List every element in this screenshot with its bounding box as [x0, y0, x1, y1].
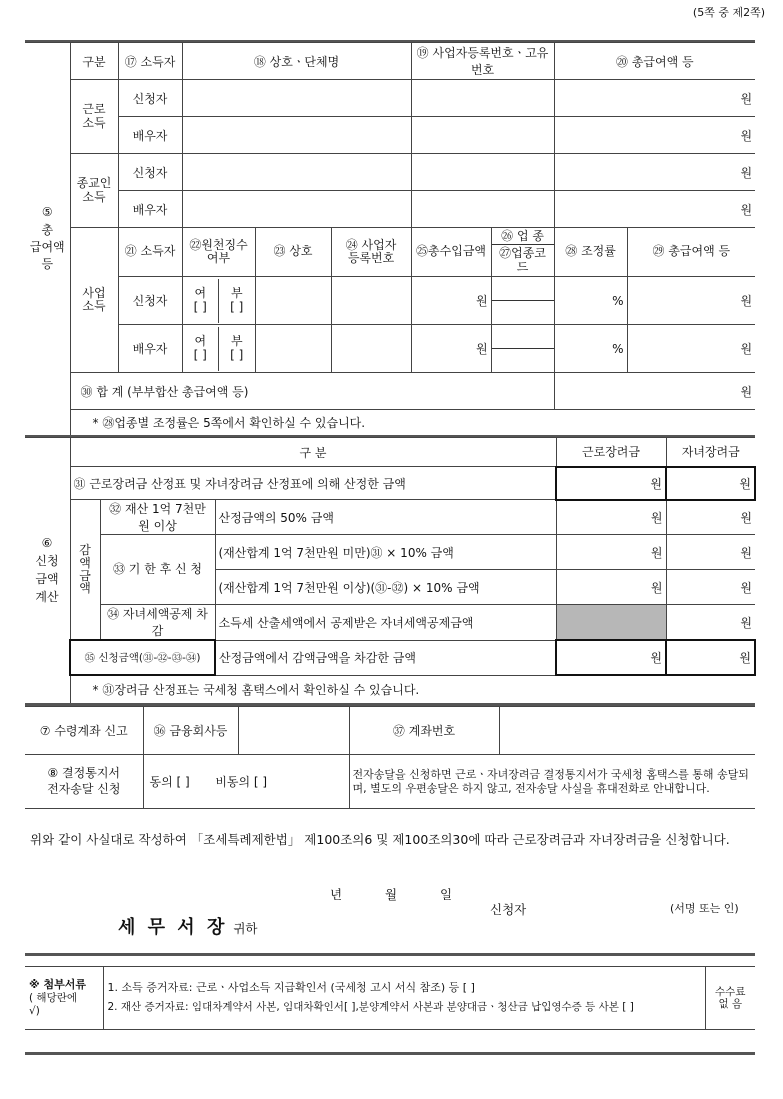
religious-spouse-amount-field[interactable]: 원 [554, 191, 755, 228]
labor-applicant-reg-field[interactable] [411, 80, 554, 117]
business-applicant-industry-field[interactable] [491, 277, 554, 325]
date-day[interactable]: 일 [440, 887, 453, 902]
row-33-desc-over: (재산합계 1억 7천만원 이상)(㉛-㉜) × 10% 금액 [215, 570, 556, 605]
row-33a-labor-field[interactable]: 원 [556, 535, 666, 570]
row-33-desc-under: (재산합계 1억 7천만원 미만)㉛ × 10% 금액 [215, 535, 556, 570]
row-35-child-field[interactable]: 원 [666, 640, 755, 675]
attachments-title: ※ 첨부서류 [29, 978, 87, 991]
labor-applicant-amount-field[interactable]: 원 [554, 80, 755, 117]
business-applicant-name-field[interactable] [255, 277, 331, 325]
religious-applicant-label: 신청자 [118, 154, 182, 191]
labor-applicant-name-field[interactable] [182, 80, 411, 117]
account-number-field[interactable] [499, 707, 755, 755]
section-6-note: * ㉛장려금 산정표는 국세청 홈택스에서 확인하실 수 있습니다. [70, 675, 755, 703]
calc-header-labor: 근로장려금 [556, 438, 666, 467]
spouse-withholding-yes-checkbox[interactable]: 여 [ ] [183, 327, 219, 371]
account-number-label: ㊲ 계좌번호 [349, 707, 499, 755]
bank-label: ㊱ 금융회사등 [143, 707, 238, 755]
tax-office-name: 세 무 서 장 [118, 917, 228, 938]
business-applicant-amount-field[interactable]: 원 [627, 277, 755, 325]
applicant-withholding-no-checkbox[interactable]: 부 [ ] [230, 286, 244, 314]
section-5-total-pay [25, 42, 755, 436]
section-5-note: * ㉘업종별 조정률은 5쪽에서 확인하실 수 있습니다. [70, 410, 755, 436]
business-applicant-revenue-field[interactable]: 원 [411, 277, 491, 325]
business-spouse-name-field[interactable] [255, 325, 331, 373]
declaration-text: 위와 같이 사실대로 작성하여 「조세특례제한법」 제100조의6 및 제100조의30에 따라 근로장려금과 자녀장려금을 신청합니다. [30, 832, 730, 847]
row-34-child-field[interactable]: 원 [666, 605, 755, 641]
applicant-label: 신청자 [490, 902, 527, 917]
attachment-item-income[interactable]: 1. 소득 증거자료: 근로ㆍ사업소득 지급확인서 (국세청 고시 서식 참조) 등 [ ] [107, 980, 475, 994]
header-28-adjust-rate: ㉘ 조정률 [554, 228, 627, 277]
signature-field[interactable]: (서명 또는 인) [670, 902, 739, 915]
total-label: ㉚ 합 계 (부부합산 총급여액 등) [70, 373, 554, 410]
religious-spouse-reg-field[interactable] [411, 191, 554, 228]
account-report-label: ⑦ 수령계좌 신고 [25, 707, 143, 755]
row-35-desc: 산정금액에서 감액금액을 차감한 금액 [215, 640, 556, 675]
business-spouse-amount-field[interactable]: 원 [627, 325, 755, 373]
business-spouse-rate-field[interactable]: % [554, 325, 627, 373]
header-24-reg-number: ㉔ 사업자 등록번호 [331, 228, 411, 277]
business-spouse-industry-field[interactable] [491, 325, 554, 373]
applicant-withholding-yes-checkbox[interactable]: 여 [ ] [183, 279, 219, 323]
business-spouse-reg-field[interactable] [331, 325, 411, 373]
header-29-total-pay: ㉙ 총급여액 등 [627, 228, 755, 277]
spouse-withholding-no-checkbox[interactable]: 부 [ ] [230, 334, 244, 362]
section-6-amount-calc [25, 437, 756, 704]
divider-attach-top [25, 953, 755, 956]
labor-income-label: 근로 소득 [70, 80, 118, 154]
header-22-withholding: ㉒원천징수 여부 [182, 228, 255, 277]
row-32-child-field[interactable]: 원 [666, 500, 755, 535]
page-number: (5쪽 중 제2쪽) [692, 6, 765, 19]
row-32-desc: 산정금액의 50% 금액 [215, 500, 556, 535]
attachments-table [25, 966, 755, 1030]
row-33b-child-field[interactable]: 원 [666, 570, 755, 605]
religious-applicant-reg-field[interactable] [411, 154, 554, 191]
header-21-earner: ㉑ 소득자 [118, 228, 182, 277]
section-5-label: ⑤ 총 급여액 등 [25, 43, 70, 436]
religious-spouse-name-field[interactable] [182, 191, 411, 228]
labor-spouse-reg-field[interactable] [411, 117, 554, 154]
bottom-border [25, 1052, 755, 1055]
business-applicant-rate-field[interactable]: % [554, 277, 627, 325]
religious-spouse-label: 배우자 [118, 191, 182, 228]
religious-applicant-amount-field[interactable]: 원 [554, 154, 755, 191]
total-amount-field[interactable]: 원 [554, 373, 755, 410]
date-month[interactable]: 월 [385, 887, 398, 902]
e-delivery-label: ⑧ 결정통지서 전자송달 신청 [25, 755, 143, 809]
calc-header-gubun: 구 분 [70, 438, 556, 467]
section-7-8 [25, 706, 755, 809]
row-31-label: ㉛ 근로장려금 산정표 및 자녀장려금 산정표에 의해 산정한 금액 [70, 467, 556, 500]
header-26-industry: ㉖ 업 종 [492, 230, 554, 245]
row-34-label: ㉞ 자녀세액공제 차감 [100, 605, 215, 641]
row-31-labor-field[interactable]: 원 [556, 467, 666, 500]
row-34-desc: 소득세 산출세액에서 공제받은 자녀세액공제금액 [215, 605, 556, 641]
row-34-labor-disabled [556, 605, 666, 641]
business-spouse-label: 배우자 [118, 325, 182, 373]
header-18-business-name: ⑱ 상호ㆍ단체명 [182, 43, 411, 80]
religious-income-label: 종교인 소득 [70, 154, 118, 228]
header-17-earner: ⑰ 소득자 [118, 43, 182, 80]
header-gubun: 구분 [70, 43, 118, 80]
row-35-labor-field[interactable]: 원 [556, 640, 666, 675]
tax-office-suffix: 귀하 [233, 921, 258, 936]
attachments-subtitle: ( 해당란에 √) [29, 991, 78, 1017]
attachment-item-property[interactable]: 2. 재산 증거자료: 임대차계약서 사본, 임대차확인서[ ],분양계약서 사본과 분양대금ㆍ청산금 납입영수증 등 사본 [ ] [107, 1001, 634, 1014]
header-20-total-pay: ⑳ 총급여액 등 [554, 43, 755, 80]
row-32-label: ㉜ 재산 1억 7천만원 이상 [100, 500, 215, 535]
labor-applicant-label: 신청자 [118, 80, 182, 117]
header-23-name: ㉓ 상호 [255, 228, 331, 277]
header-19-reg-number: ⑲ 사업자등록번호ㆍ고유번호 [411, 43, 554, 80]
business-applicant-reg-field[interactable] [331, 277, 411, 325]
business-spouse-revenue-field[interactable]: 원 [411, 325, 491, 373]
row-33b-labor-field[interactable]: 원 [556, 570, 666, 605]
row-33a-child-field[interactable]: 원 [666, 535, 755, 570]
header-25-gross-revenue: ㉕총수입금액 [411, 228, 491, 277]
business-applicant-label: 신청자 [118, 277, 182, 325]
e-delivery-desc: 전자송달을 신청하면 근로ㆍ자녀장려금 결정통지서가 국세청 홈택스를 통해 송달되며, 별도의 우편송달은 하지 않고, 전자송달 사실을 휴대전화로 안내합니다. [349, 755, 755, 809]
section-6-label: ⑥ 신청 금액 계산 [25, 438, 70, 704]
row-32-labor-field[interactable]: 원 [556, 500, 666, 535]
labor-spouse-label: 배우자 [118, 117, 182, 154]
business-income-label: 사업 소득 [70, 228, 118, 373]
religious-applicant-name-field[interactable] [182, 154, 411, 191]
calc-header-child: 자녀장려금 [666, 438, 755, 467]
row-33-label: ㉝ 기 한 후 신 청 [100, 535, 215, 605]
fee-label: 수수료 없 음 [705, 967, 755, 1030]
header-27-industry-code: ㉗업종코드 [499, 246, 546, 274]
agree-checkbox[interactable]: 동의 [ ] [149, 775, 190, 789]
bank-field[interactable] [238, 707, 349, 755]
row-35-label: ㉟ 신청금액(㉛-㉜-㉝-㉞) [70, 640, 215, 675]
reduction-label: 감 액 금 액 [70, 500, 100, 641]
date-year[interactable]: 년 [330, 887, 343, 902]
tax-office-title [118, 913, 258, 939]
labor-spouse-amount-field[interactable]: 원 [554, 117, 755, 154]
row-31-child-field[interactable]: 원 [666, 467, 755, 500]
disagree-checkbox[interactable]: 비동의 [ ] [215, 775, 268, 789]
labor-spouse-name-field[interactable] [182, 117, 411, 154]
